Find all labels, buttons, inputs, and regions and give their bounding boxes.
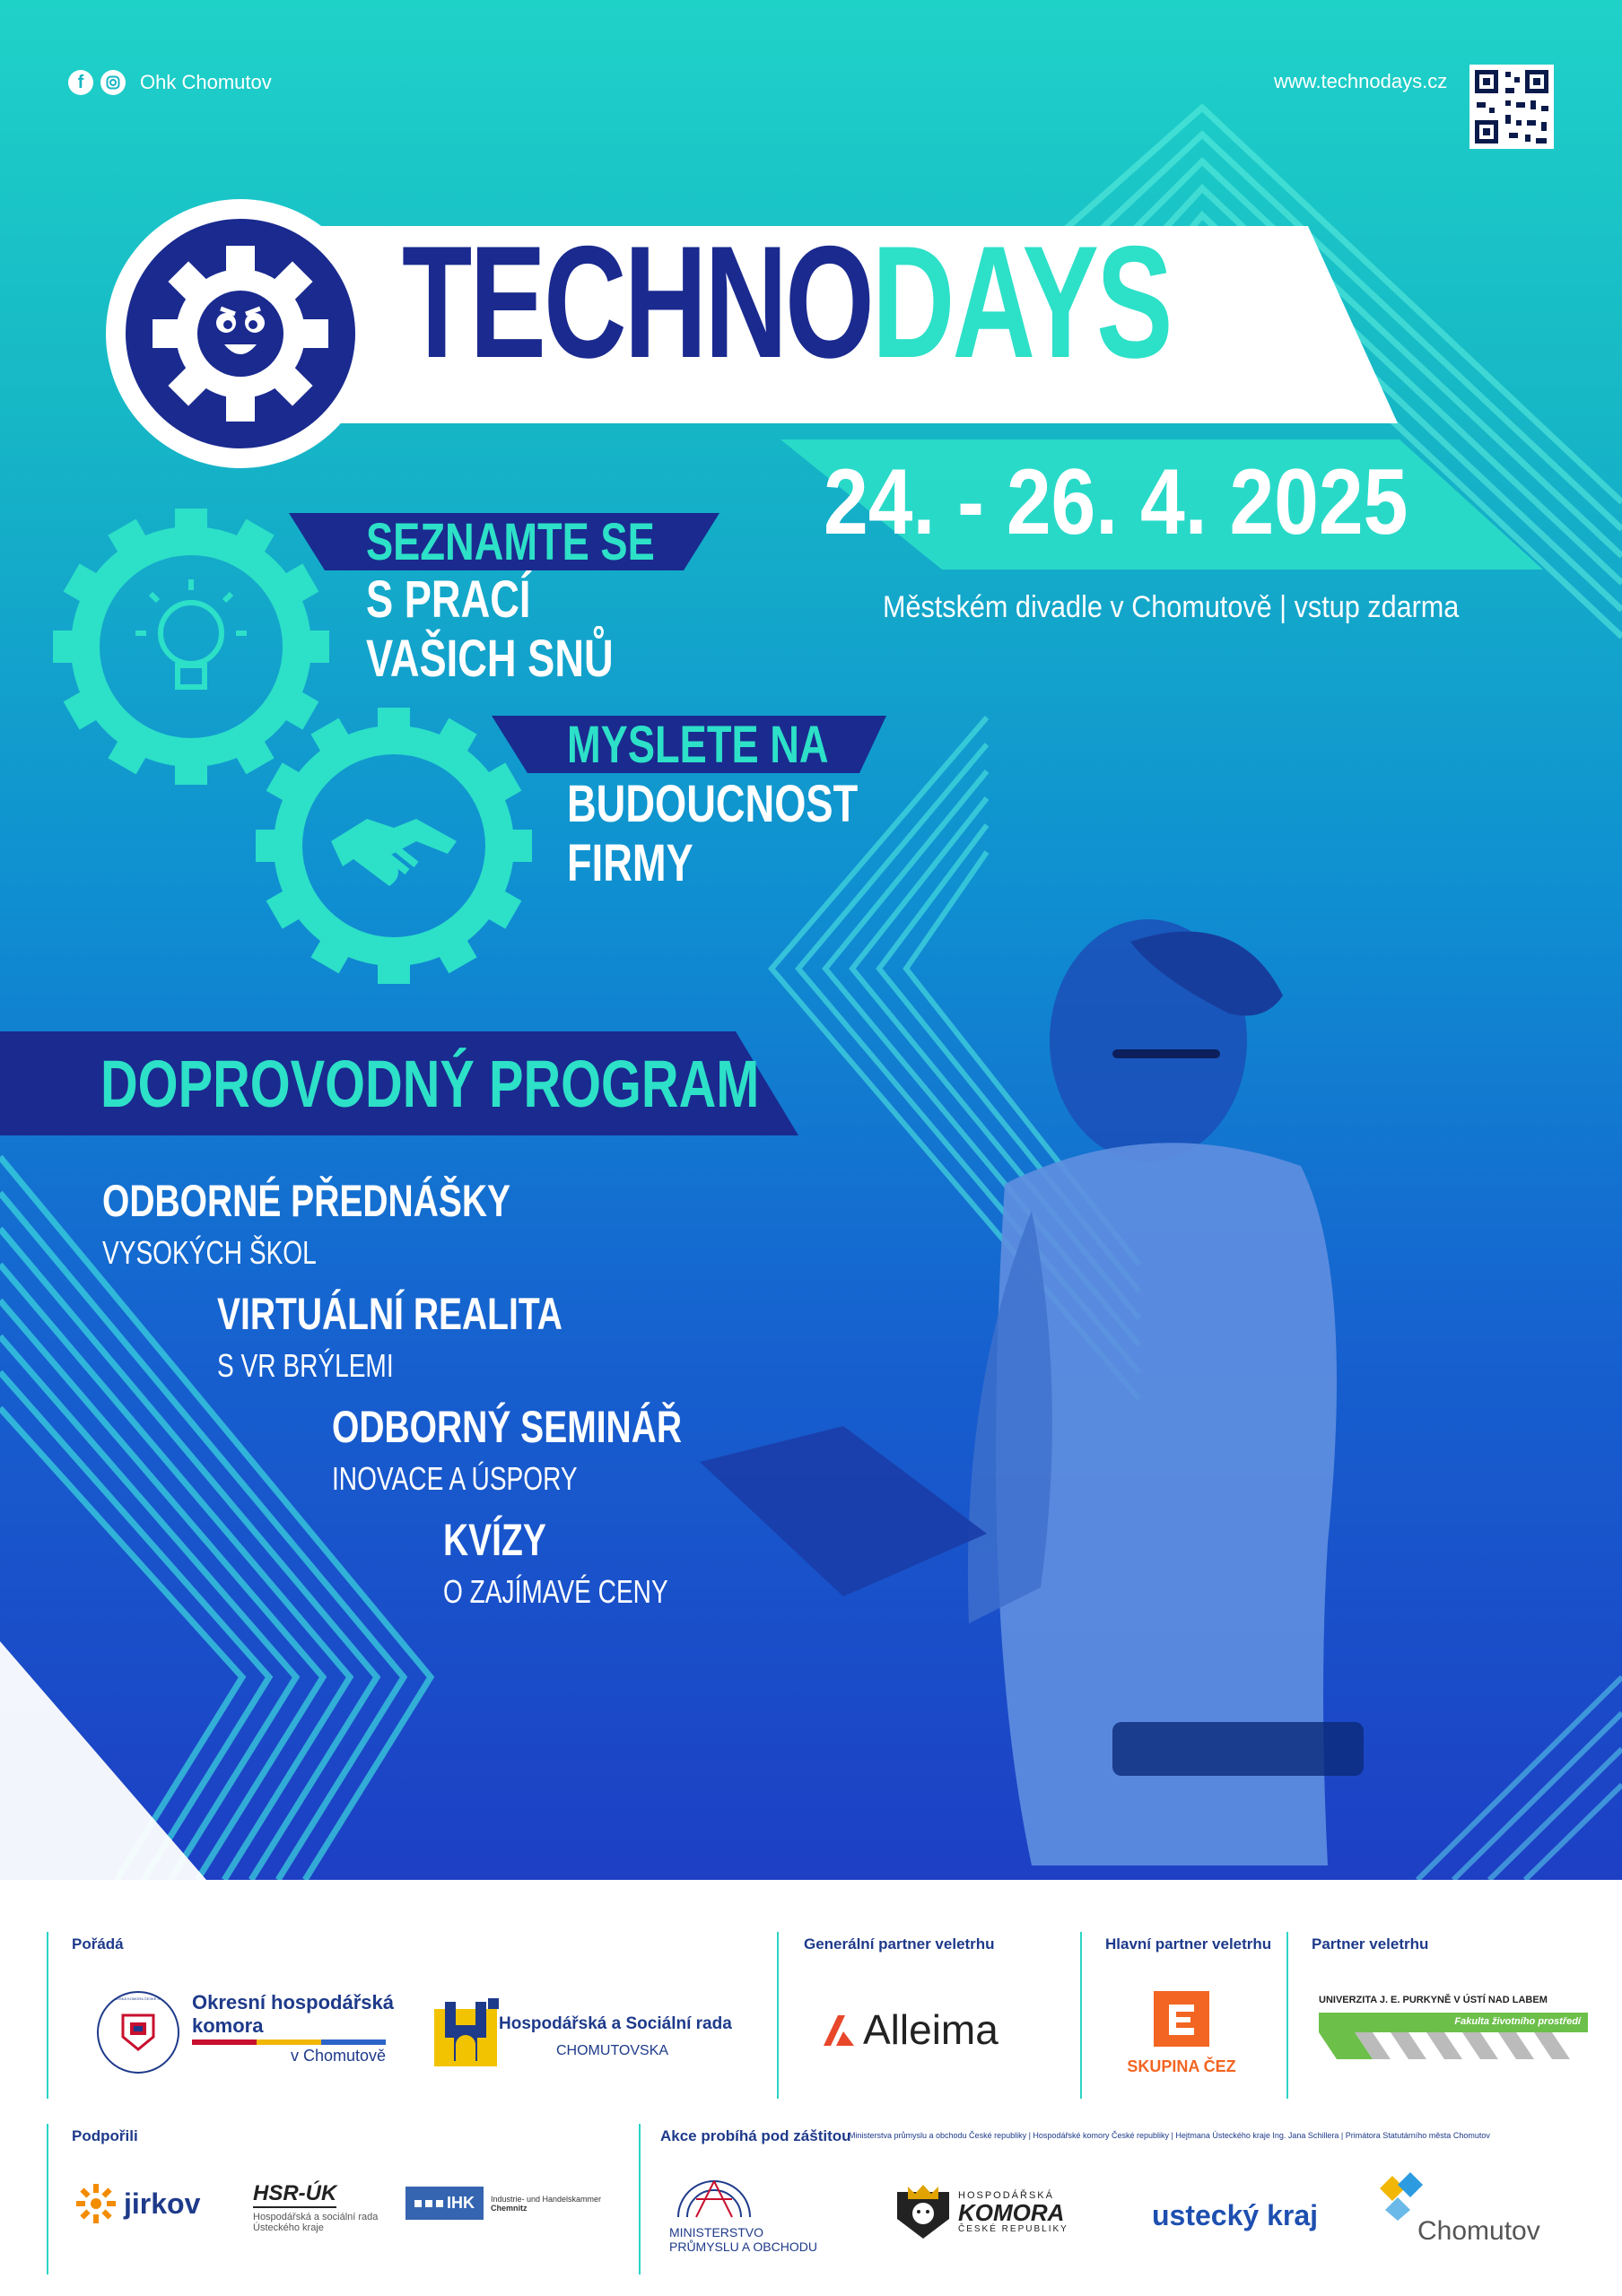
- patronage-text: Ministerstva průmyslu a obchodu České republiky | Hospodářské komory České republiky | Hejtmana Ústeckého kraje Ing. Jana Schillera | Primátora Statutárního města Chomutov: [849, 2131, 1490, 2140]
- ohk-logo: [192, 1991, 394, 2066]
- organizer-label: Pořádá: [72, 1935, 124, 1952]
- supported-label: Podpořili: [72, 2127, 138, 2144]
- qr-code-icon[interactable]: [1469, 65, 1554, 149]
- hk-mid: KOMORA: [958, 2198, 1065, 2226]
- hsr-line1: Hospodářská a Sociální rada: [499, 2014, 732, 2033]
- divider: [777, 1932, 779, 2099]
- title-days: DAYS: [871, 213, 1171, 391]
- alleima-name: Alleima: [863, 2006, 998, 2053]
- ujep-green-band: [1319, 2013, 1588, 2032]
- program-item-subtitle: S VR BRÝLEMI: [217, 1347, 394, 1384]
- tagline-1-line2: VAŠICH SNŮ: [366, 630, 614, 688]
- tagline-1-line1: S PRACÍ: [366, 570, 531, 629]
- event-venue: Městském divadle v Chomutově | vstup zdarma: [883, 590, 1460, 624]
- ustecky-kraj-logo: ustecký kraj: [1152, 2199, 1319, 2231]
- facebook-icon[interactable]: f: [68, 70, 93, 95]
- jirkov-logo: [74, 2181, 200, 2226]
- tagline-2-highlight: MYSLETE NA: [567, 716, 829, 774]
- ohk-seal-icon: [97, 1991, 179, 2074]
- tagline-1-highlight: SEZNAMTE SE: [366, 513, 655, 571]
- chomutov-logo: [1374, 2170, 1540, 2247]
- program-item-subtitle: O ZAJÍMAVÉ CENY: [443, 1573, 668, 1610]
- cez-mark-icon: [1154, 1991, 1209, 2047]
- ohk-color-stripe: [192, 2039, 386, 2045]
- hsruk-sub1: Hospodářská a sociální rada: [253, 2212, 379, 2222]
- ihk-sub1: Industrie- und Handelskammer: [491, 2194, 602, 2204]
- hk-bot: ČESKÉ REPUBLIKY: [958, 2223, 1068, 2234]
- tagline-2-line1: BUDOUCNOST: [567, 775, 859, 833]
- sponsors-footer: [0, 1880, 1622, 2296]
- hsruk-title: HSR-ÚK: [253, 2181, 336, 2208]
- program-heading: DOPROVODNÝ PROGRAM: [100, 1047, 760, 1121]
- program-item-title: ODBORNÝ SEMINÁŘ: [332, 1402, 683, 1452]
- ihk-mark: [406, 2187, 484, 2220]
- program-item-subtitle: VYSOKÝCH ŠKOL: [102, 1234, 317, 1271]
- jirkov-sun-icon: [74, 2181, 118, 2226]
- program-item-title: KVÍZY: [443, 1515, 546, 1565]
- hsr-crest-icon: [431, 1998, 501, 2070]
- hk-top: HOSPODÁŘSKÁ: [958, 2189, 1054, 2201]
- program-item: [332, 1402, 780, 1498]
- hk-lion-icon: [894, 2183, 953, 2240]
- hsruk-sub2: Ústeckého kraje: [253, 2222, 324, 2233]
- divider: [639, 2124, 641, 2274]
- tagline-2-line2: FIRMY: [567, 834, 693, 892]
- mpo-globe-icon: [669, 2176, 759, 2219]
- alleima-logo: [818, 2005, 998, 2054]
- event-date: 24. - 26. 4. 2025: [824, 450, 1408, 554]
- divider: [47, 1932, 48, 2099]
- program-item-title: VIRTUÁLNÍ REALITA: [217, 1289, 562, 1339]
- program-item: [443, 1515, 731, 1611]
- divider: [1286, 1932, 1288, 2099]
- partner-label: Partner veletrhu: [1312, 1935, 1429, 1952]
- hsr-logo: [499, 2014, 732, 2059]
- ujep-logo: [1319, 1995, 1588, 2067]
- ohk-line1: Okresní hospodářská: [192, 1991, 394, 2013]
- title-techno: TECHNO: [402, 213, 872, 391]
- hk-logo: [894, 2183, 1068, 2240]
- ohk-line3: v Chomutově: [290, 2047, 386, 2065]
- jirkov-name: jirkov: [124, 2187, 201, 2220]
- general-partner-label: Generální partner veletrhu: [804, 1935, 995, 1952]
- mpo-line1: MINISTERSTVO: [669, 2225, 764, 2239]
- ihk-sub2: Chemnitz: [491, 2203, 528, 2213]
- gear-logo-icon: [142, 235, 339, 432]
- chomutov-mark-icon: [1374, 2170, 1435, 2221]
- chomutov-name: Chomutov: [1417, 2216, 1540, 2246]
- program-item-subtitle: INOVACE A ÚSPORY: [332, 1460, 578, 1497]
- social-links: [68, 70, 272, 95]
- hsruk-logo: [253, 2181, 378, 2233]
- main-partner-label: Hlavní partner veletrhu: [1105, 1935, 1272, 1952]
- ujep-line1: UNIVERZITA J. E. PURKYNĚ V ÚSTÍ NAD LABEM: [1319, 1995, 1548, 2005]
- program-item: [102, 1178, 625, 1272]
- ihk-text: IHK: [447, 2194, 475, 2212]
- program-item-title: ODBORNÉ PŘEDNÁŠKY: [102, 1176, 511, 1226]
- ohk-seal-text: HOSPODÁŘSKÁ KOMORA ČESKÉ REPUBLIKY: [99, 1996, 178, 2001]
- ihk-logo: [406, 2187, 601, 2220]
- hsr-line2: CHOMUTOVSKA: [556, 2043, 669, 2058]
- social-handle: Ohk Chomutov: [140, 71, 272, 93]
- website-url[interactable]: www.technodays.cz: [1274, 70, 1448, 92]
- alleima-mark-icon: [818, 2010, 858, 2049]
- patronage-label: Akce probíhá pod záštitou: [660, 2127, 851, 2144]
- event-title: [402, 213, 1171, 391]
- ujep-line2: Fakulta životního prostředí: [1454, 2016, 1581, 2027]
- program-item: [217, 1289, 659, 1385]
- ujep-stripes: [1319, 2032, 1588, 2063]
- mpo-line2: PRŮMYSLU A OBCHODU: [669, 2239, 817, 2254]
- ohk-line2: komora: [192, 2014, 264, 2037]
- divider: [1080, 1932, 1082, 2099]
- instagram-icon[interactable]: [100, 70, 126, 95]
- mpo-logo: [669, 2176, 849, 2254]
- cez-name: SKUPINA ČEZ: [1127, 2057, 1236, 2075]
- divider: [47, 2124, 48, 2274]
- cez-logo: [1114, 1991, 1249, 2076]
